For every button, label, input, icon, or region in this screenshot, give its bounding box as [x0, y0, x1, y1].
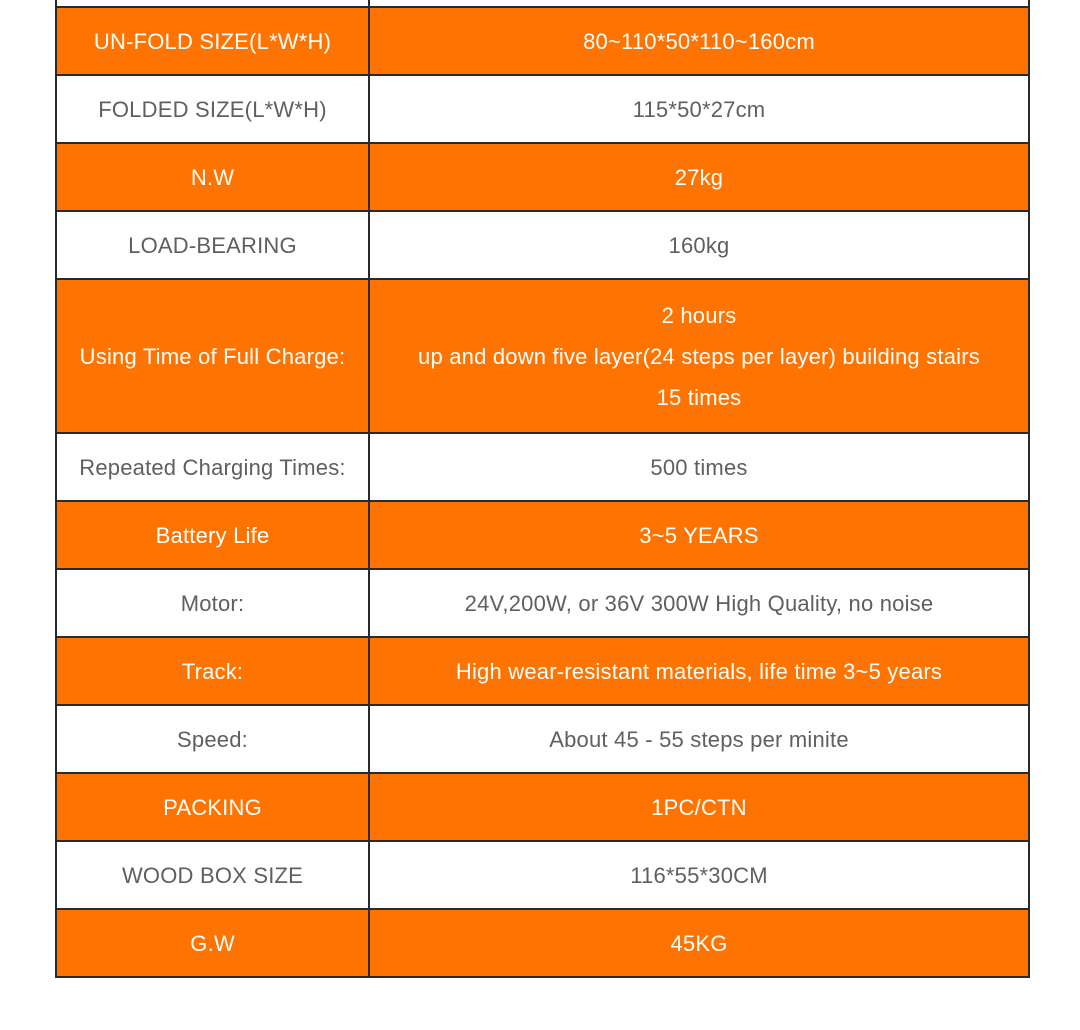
- table-row-repeated-charging: [56, 433, 1029, 501]
- table-row-motor: [56, 569, 1029, 637]
- table-row-wood-box-size: [56, 841, 1029, 909]
- table-row-unfold-size: [56, 7, 1029, 75]
- row-label: G.W: [56, 909, 369, 977]
- row-value-line: 2 hours: [661, 302, 737, 328]
- row-label: WOOD BOX SIZE: [56, 841, 369, 909]
- row-label: Using Time of Full Charge:: [56, 279, 369, 433]
- row-value: 160kg: [369, 211, 1029, 279]
- spec-table: [55, 0, 1030, 978]
- row-label: Repeated Charging Times:: [56, 433, 369, 501]
- row-label: N.W: [56, 143, 369, 211]
- row-value: High wear-resistant materials, life time 3~5 years: [369, 637, 1029, 705]
- row-value: 45KG: [369, 909, 1029, 977]
- row-value-line: up and down five layer(24 steps per layer) building stairs: [418, 343, 980, 369]
- row-value: 116*55*30CM: [369, 841, 1029, 909]
- row-value: 27kg: [369, 143, 1029, 211]
- row-label: Battery Life: [56, 501, 369, 569]
- table-row-folded-size: [56, 75, 1029, 143]
- table-row-net-weight: [56, 143, 1029, 211]
- table-row-battery-life: [56, 501, 1029, 569]
- table-row-packing: [56, 773, 1029, 841]
- table-row-speed: [56, 705, 1029, 773]
- row-value: 3~5 YEARS: [369, 501, 1029, 569]
- row-label: Speed:: [56, 705, 369, 773]
- row-label: Track:: [56, 637, 369, 705]
- table-row-track: [56, 637, 1029, 705]
- row-label: UN-FOLD SIZE(L*W*H): [56, 7, 369, 75]
- row-value: 115*50*27cm: [369, 75, 1029, 143]
- row-value: 24V,200W, or 36V 300W High Quality, no noise: [369, 569, 1029, 637]
- row-label: FOLDED SIZE(L*W*H): [56, 75, 369, 143]
- row-value: [369, 279, 1029, 433]
- table-row-load-bearing: [56, 211, 1029, 279]
- row-value: About 45 - 55 steps per minite: [369, 705, 1029, 773]
- row-label: Motor:: [56, 569, 369, 637]
- row-value: 80~110*50*110~160cm: [369, 7, 1029, 75]
- row-value: 1PC/CTN: [369, 773, 1029, 841]
- table-row-using-time: [56, 279, 1029, 433]
- table-row-gross-weight: [56, 909, 1029, 977]
- row-label: LOAD-BEARING: [56, 211, 369, 279]
- row-label: PACKING: [56, 773, 369, 841]
- row-value: 500 times: [369, 433, 1029, 501]
- row-value-line: 15 times: [656, 384, 742, 410]
- table-row-partial: [56, 0, 1029, 7]
- row-label: [56, 0, 369, 7]
- row-value: [369, 0, 1029, 7]
